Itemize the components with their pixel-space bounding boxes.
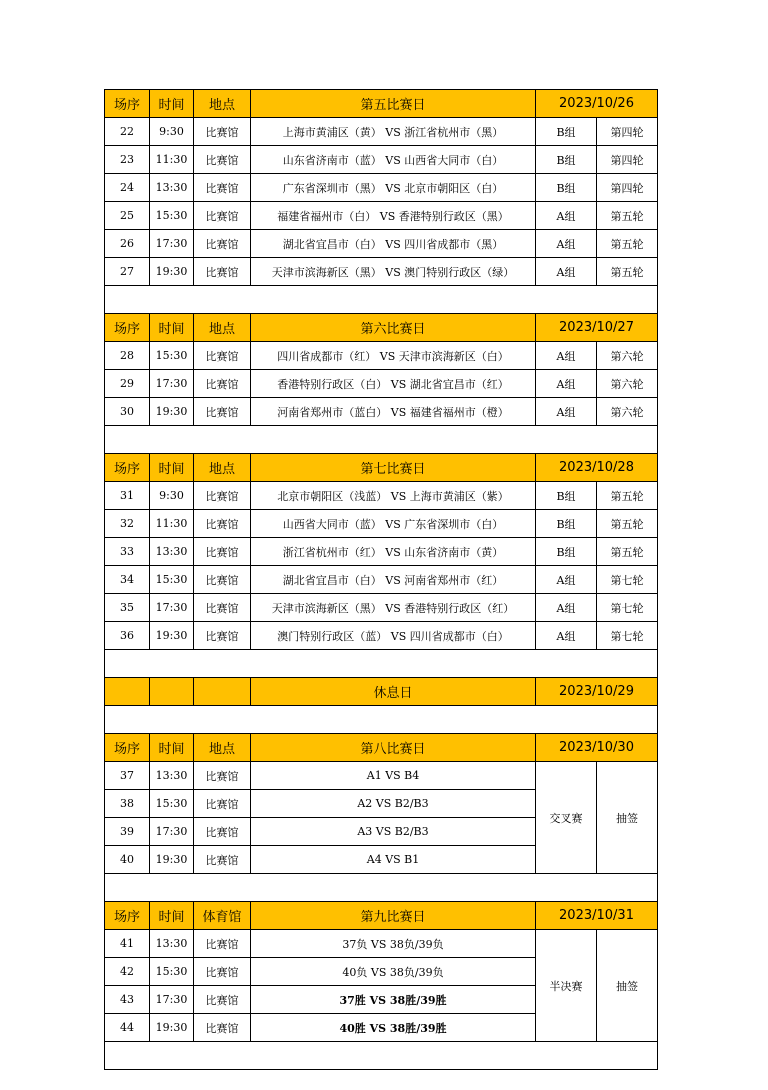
match-time: 17:30 xyxy=(150,818,194,846)
match-round: 第五轮 xyxy=(597,230,658,258)
spacer-cell xyxy=(105,874,658,902)
match-teams: A2 VS B2/B3 xyxy=(251,790,536,818)
match-venue: 比赛馆 xyxy=(194,202,251,230)
match-no: 33 xyxy=(105,538,150,566)
match-teams: 浙江省杭州市（红） VS 山东省济南市（黄） xyxy=(251,538,536,566)
match-no: 37 xyxy=(105,762,150,790)
day-header-row xyxy=(105,90,658,118)
match-round: 第六轮 xyxy=(597,342,658,370)
match-venue: 比赛馆 xyxy=(194,846,251,874)
match-row xyxy=(105,538,658,566)
match-time: 19:30 xyxy=(150,258,194,286)
match-teams: 天津市滨海新区（黑） VS 澳门特别行政区（绿） xyxy=(251,258,536,286)
match-no: 32 xyxy=(105,510,150,538)
day-header-row xyxy=(105,734,658,762)
match-no: 39 xyxy=(105,818,150,846)
match-group: A组 xyxy=(536,594,597,622)
day-header-row xyxy=(105,454,658,482)
match-group: A组 xyxy=(536,342,597,370)
match-round: 第五轮 xyxy=(597,538,658,566)
match-group: B组 xyxy=(536,118,597,146)
match-no: 24 xyxy=(105,174,150,202)
match-row xyxy=(105,258,658,286)
spacer-cell xyxy=(105,1042,658,1070)
match-time: 13:30 xyxy=(150,762,194,790)
match-group: B组 xyxy=(536,510,597,538)
header-time: 时间 xyxy=(150,902,194,930)
spacer-row xyxy=(105,650,658,678)
match-time: 9:30 xyxy=(150,118,194,146)
match-time: 17:30 xyxy=(150,594,194,622)
match-teams: 山西省大同市（蓝） VS 广东省深圳市（白） xyxy=(251,510,536,538)
day-title: 第六比赛日 xyxy=(251,314,536,342)
match-venue: 比赛馆 xyxy=(194,174,251,202)
match-row xyxy=(105,202,658,230)
match-venue: 比赛馆 xyxy=(194,510,251,538)
match-no: 40 xyxy=(105,846,150,874)
match-group: A组 xyxy=(536,398,597,426)
match-time: 11:30 xyxy=(150,510,194,538)
match-row xyxy=(105,930,658,958)
match-row xyxy=(105,146,658,174)
match-teams: 广东省深圳市（黑） VS 北京市朝阳区（白） xyxy=(251,174,536,202)
match-row xyxy=(105,566,658,594)
match-row xyxy=(105,622,658,650)
method-cell: 抽签 xyxy=(597,762,658,874)
match-row xyxy=(105,342,658,370)
header-venue: 地点 xyxy=(194,734,251,762)
match-group: B组 xyxy=(536,174,597,202)
match-teams: 天津市滨海新区（黑） VS 香港特别行政区（红） xyxy=(251,594,536,622)
match-no: 43 xyxy=(105,986,150,1014)
match-teams: 山东省济南市（蓝） VS 山西省大同市（白） xyxy=(251,146,536,174)
match-time: 15:30 xyxy=(150,790,194,818)
match-round: 第七轮 xyxy=(597,594,658,622)
match-time: 11:30 xyxy=(150,146,194,174)
day-date: 2023/10/27 xyxy=(536,314,658,342)
day-date: 2023/10/30 xyxy=(536,734,658,762)
header-order: 场序 xyxy=(105,454,150,482)
match-no: 30 xyxy=(105,398,150,426)
match-no: 22 xyxy=(105,118,150,146)
match-venue: 比赛馆 xyxy=(194,342,251,370)
match-venue: 比赛馆 xyxy=(194,594,251,622)
match-no: 44 xyxy=(105,1014,150,1042)
match-time: 17:30 xyxy=(150,986,194,1014)
match-time: 19:30 xyxy=(150,622,194,650)
match-row xyxy=(105,482,658,510)
match-group: A组 xyxy=(536,370,597,398)
day-title: 第八比赛日 xyxy=(251,734,536,762)
match-round: 第四轮 xyxy=(597,174,658,202)
spacer-row xyxy=(105,286,658,314)
match-venue: 比赛馆 xyxy=(194,1014,251,1042)
match-teams: 四川省成都市（红） VS 天津市滨海新区（白） xyxy=(251,342,536,370)
match-row xyxy=(105,230,658,258)
match-round: 第七轮 xyxy=(597,622,658,650)
method-cell: 抽签 xyxy=(597,930,658,1042)
rest-empty-cell xyxy=(150,678,194,706)
match-venue: 比赛馆 xyxy=(194,622,251,650)
match-round: 第四轮 xyxy=(597,146,658,174)
match-round: 第五轮 xyxy=(597,202,658,230)
match-teams: A4 VS B1 xyxy=(251,846,536,874)
match-no: 25 xyxy=(105,202,150,230)
match-venue: 比赛馆 xyxy=(194,482,251,510)
match-group: A组 xyxy=(536,202,597,230)
header-order: 场序 xyxy=(105,314,150,342)
match-venue: 比赛馆 xyxy=(194,370,251,398)
match-time: 15:30 xyxy=(150,202,194,230)
day-title: 第七比赛日 xyxy=(251,454,536,482)
day-date: 2023/10/28 xyxy=(536,454,658,482)
match-time: 13:30 xyxy=(150,174,194,202)
spacer-row xyxy=(105,426,658,454)
match-no: 27 xyxy=(105,258,150,286)
match-venue: 比赛馆 xyxy=(194,790,251,818)
spacer-cell xyxy=(105,426,658,454)
match-time: 13:30 xyxy=(150,930,194,958)
match-round: 第四轮 xyxy=(597,118,658,146)
spacer-row xyxy=(105,706,658,734)
match-teams: 河南省郑州市（蓝白） VS 福建省福州市（橙） xyxy=(251,398,536,426)
day-header-row xyxy=(105,902,658,930)
match-no: 23 xyxy=(105,146,150,174)
match-row xyxy=(105,762,658,790)
match-time: 19:30 xyxy=(150,398,194,426)
rest-day-title: 休息日 xyxy=(251,678,536,706)
spacer-cell xyxy=(105,706,658,734)
match-group: A组 xyxy=(536,230,597,258)
match-venue: 比赛馆 xyxy=(194,762,251,790)
match-time: 17:30 xyxy=(150,370,194,398)
match-no: 34 xyxy=(105,566,150,594)
match-venue: 比赛馆 xyxy=(194,818,251,846)
header-order: 场序 xyxy=(105,90,150,118)
day-date: 2023/10/26 xyxy=(536,90,658,118)
match-venue: 比赛馆 xyxy=(194,538,251,566)
match-teams: A1 VS B4 xyxy=(251,762,536,790)
header-time: 时间 xyxy=(150,90,194,118)
match-teams: 澳门特别行政区（蓝） VS 四川省成都市（白） xyxy=(251,622,536,650)
match-venue: 比赛馆 xyxy=(194,986,251,1014)
match-round: 第五轮 xyxy=(597,258,658,286)
match-teams: 37负 VS 38负/39负 xyxy=(251,930,536,958)
match-row xyxy=(105,174,658,202)
match-no: 42 xyxy=(105,958,150,986)
match-venue: 比赛馆 xyxy=(194,930,251,958)
header-venue: 地点 xyxy=(194,90,251,118)
match-group: A组 xyxy=(536,258,597,286)
match-time: 15:30 xyxy=(150,958,194,986)
match-round: 第七轮 xyxy=(597,566,658,594)
day-header-row xyxy=(105,314,658,342)
match-time: 19:30 xyxy=(150,846,194,874)
match-row xyxy=(105,370,658,398)
day-title: 第五比赛日 xyxy=(251,90,536,118)
match-no: 38 xyxy=(105,790,150,818)
spacer-cell xyxy=(105,286,658,314)
rest-day-row xyxy=(105,678,658,706)
match-no: 26 xyxy=(105,230,150,258)
match-venue: 比赛馆 xyxy=(194,398,251,426)
header-venue: 地点 xyxy=(194,314,251,342)
rest-empty-cell xyxy=(105,678,150,706)
rest-day-date: 2023/10/29 xyxy=(536,678,658,706)
header-order: 场序 xyxy=(105,734,150,762)
match-group: B组 xyxy=(536,482,597,510)
match-round: 第六轮 xyxy=(597,398,658,426)
match-round: 第六轮 xyxy=(597,370,658,398)
match-group: A组 xyxy=(536,566,597,594)
match-time: 13:30 xyxy=(150,538,194,566)
match-time: 17:30 xyxy=(150,230,194,258)
spacer-row xyxy=(105,1042,658,1070)
match-row xyxy=(105,118,658,146)
match-venue: 比赛馆 xyxy=(194,566,251,594)
header-time: 时间 xyxy=(150,314,194,342)
match-no: 35 xyxy=(105,594,150,622)
match-teams: A3 VS B2/B3 xyxy=(251,818,536,846)
match-time: 15:30 xyxy=(150,342,194,370)
match-teams: 湖北省宜昌市（白） VS 河南省郑州市（红） xyxy=(251,566,536,594)
stage-cell: 交叉赛 xyxy=(536,762,597,874)
header-time: 时间 xyxy=(150,734,194,762)
match-venue: 比赛馆 xyxy=(194,146,251,174)
match-time: 9:30 xyxy=(150,482,194,510)
day-date: 2023/10/31 xyxy=(536,902,658,930)
match-venue: 比赛馆 xyxy=(194,230,251,258)
match-teams: 40负 VS 38负/39负 xyxy=(251,958,536,986)
match-time: 19:30 xyxy=(150,1014,194,1042)
match-teams: 40胜 VS 38胜/39胜 xyxy=(251,1014,536,1042)
match-row xyxy=(105,510,658,538)
header-order: 场序 xyxy=(105,902,150,930)
match-teams: 北京市朝阳区（浅蓝） VS 上海市黄浦区（紫） xyxy=(251,482,536,510)
match-teams: 上海市黄浦区（黄） VS 浙江省杭州市（黑） xyxy=(251,118,536,146)
match-group: B组 xyxy=(536,146,597,174)
day-title: 第九比赛日 xyxy=(251,902,536,930)
match-venue: 比赛馆 xyxy=(194,958,251,986)
match-time: 15:30 xyxy=(150,566,194,594)
header-time: 时间 xyxy=(150,454,194,482)
match-group: B组 xyxy=(536,538,597,566)
match-no: 41 xyxy=(105,930,150,958)
match-teams: 37胜 VS 38胜/39胜 xyxy=(251,986,536,1014)
match-no: 28 xyxy=(105,342,150,370)
match-no: 29 xyxy=(105,370,150,398)
match-row xyxy=(105,594,658,622)
header-venue: 体育馆 xyxy=(194,902,251,930)
stage-cell: 半决赛 xyxy=(536,930,597,1042)
match-teams: 福建省福州市（白） VS 香港特别行政区（黑） xyxy=(251,202,536,230)
match-venue: 比赛馆 xyxy=(194,118,251,146)
match-round: 第五轮 xyxy=(597,510,658,538)
match-teams: 香港特别行政区（白） VS 湖北省宜昌市（红） xyxy=(251,370,536,398)
match-venue: 比赛馆 xyxy=(194,258,251,286)
spacer-cell xyxy=(105,650,658,678)
header-venue: 地点 xyxy=(194,454,251,482)
match-no: 31 xyxy=(105,482,150,510)
match-round: 第五轮 xyxy=(597,482,658,510)
spacer-row xyxy=(105,874,658,902)
match-teams: 湖北省宜昌市（白） VS 四川省成都市（黑） xyxy=(251,230,536,258)
rest-empty-cell xyxy=(194,678,251,706)
match-group: A组 xyxy=(536,622,597,650)
schedule-table xyxy=(104,89,658,1070)
match-row xyxy=(105,398,658,426)
match-no: 36 xyxy=(105,622,150,650)
